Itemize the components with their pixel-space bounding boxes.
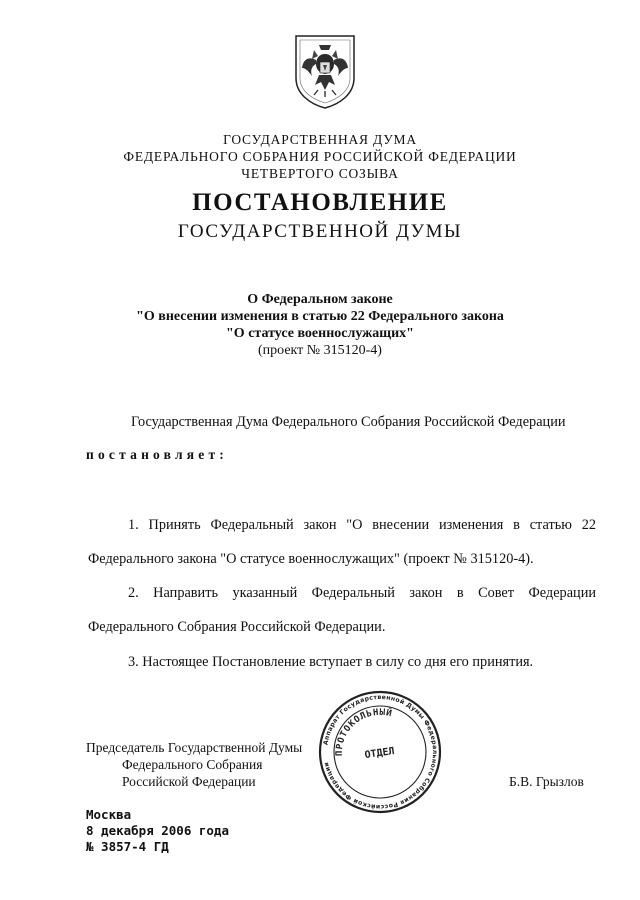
- stamp-center-text: ОТДЕЛ: [363, 745, 396, 762]
- item-2-line-2: Федерального Собрания Российской Федерации.: [88, 619, 386, 635]
- double-headed-eagle-emblem-icon: [292, 32, 358, 110]
- document-subtitle: ГОСУДАРСТВЕННОЙ ДУМЫ: [177, 221, 463, 242]
- subject-line-3: "О статусе военнослужащих": [226, 326, 414, 341]
- signatory-title-line-2: Федерального Собрания: [122, 757, 263, 772]
- item-2-line-1: 2. Направить указанный Федеральный закон в Совет Федерации: [128, 585, 596, 601]
- header-line-2: ФЕДЕРАЛЬНОГО СОБРАНИЯ РОССИЙСКОЙ ФЕДЕРАЦИИ: [123, 149, 517, 164]
- document-title: ПОСТАНОВЛЕНИЕ: [192, 189, 448, 216]
- footer-city: Москва: [86, 807, 132, 822]
- decree-word: постановляет:: [86, 447, 228, 462]
- stamp-outer-text: Аппарат Государственной Думы Федерального Собрания Российской Федерации: [322, 693, 439, 811]
- footer-date: 8 декабря 2006 года: [86, 823, 229, 838]
- subject-line-2: "О внесении изменения в статью 22 Федерального закона: [136, 309, 504, 324]
- preamble: Государственная Дума Федерального Собрания Российской Федерации: [131, 414, 566, 430]
- signatory-name: Б.В. Грызлов: [509, 774, 584, 789]
- subject-line-1: О Федеральном законе: [247, 292, 393, 307]
- protocol-department-stamp: [318, 690, 442, 814]
- item-3: 3. Настоящее Постановление вступает в силу со дня его принятия.: [128, 654, 534, 670]
- footer-number: № 3857-4 ГД: [86, 839, 169, 854]
- header-line-1: ГОСУДАРСТВЕННАЯ ДУМА: [223, 132, 417, 147]
- signatory-title-line-1: Председатель Государственной Думы: [86, 740, 303, 755]
- signatory-title-line-3: Российской Федерации: [122, 774, 256, 789]
- project-number: (проект № 315120-4): [258, 343, 382, 358]
- header-line-3: ЧЕТВЕРТОГО СОЗЫВА: [241, 166, 399, 181]
- item-1-line-1: 1. Принять Федеральный закон "О внесении изменения в статью 22: [128, 517, 596, 533]
- item-1-line-2: Федерального закона "О статусе военнослужащих" (проект № 315120-4).: [88, 551, 534, 567]
- stamp-ring-text: ПРОТОКОЛЬНЫЙ: [334, 707, 394, 757]
